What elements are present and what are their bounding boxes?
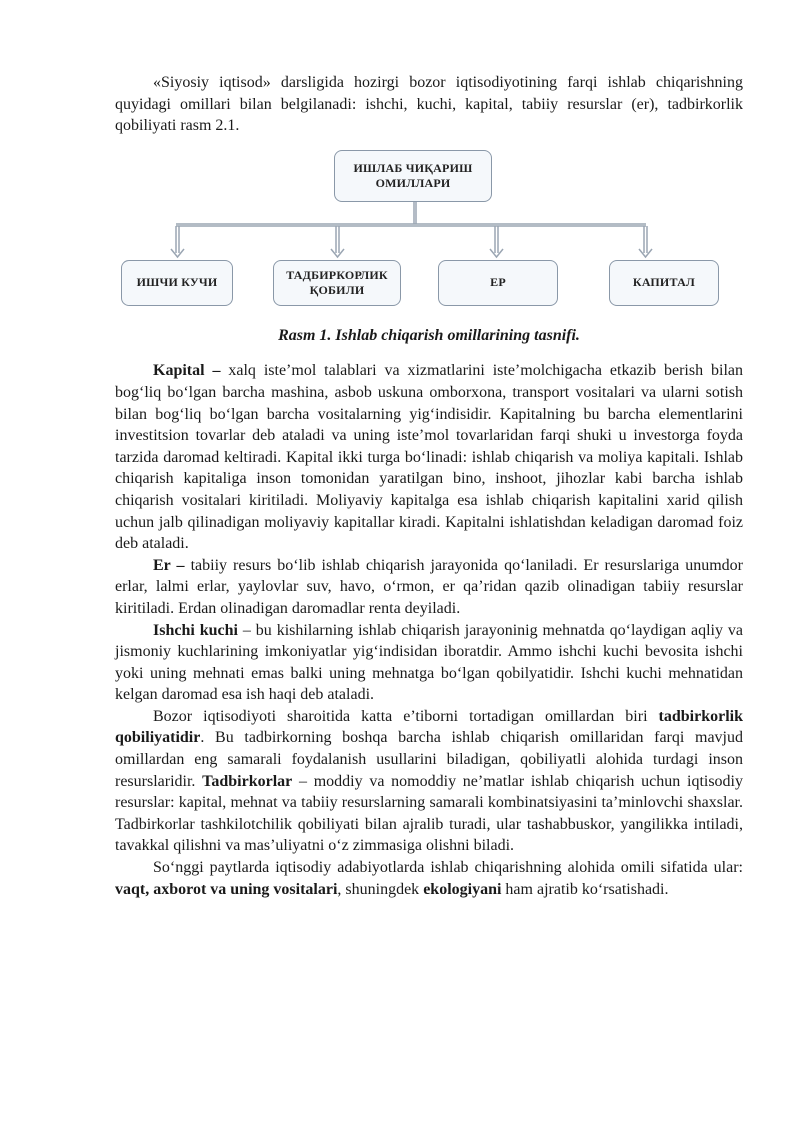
final-term2: ekologiyani <box>423 880 502 898</box>
ishchi-paragraph <box>115 620 743 706</box>
kapital-text: xalq iste’mol talablari va xizmatlarini iste’molchigacha etkazib berish bilan bog‘liq bo‘lgan barcha mashina, asbob uskuna omborxona, transport vositalari va ularni sotish bilan bog‘liq bo‘lgan barcha vositalarning yig‘indisidir. Kapitalning bu barcha elementlarini investitsion tovarlar deb ataladi va uning iste’mol tovarlaridan farqi shuki u investorga foyda tarzida daromad keltiradi. Kapital ikki turga bo‘linadi: ishlab chiqarish va moliya kapitali. Ishlab chiqarish kapitaliga inson tomonidan yaratilgan bino, inshoot, jihozlar kabi barcha ishlab chiqarish vositalari kiritiladi. Moliyaviy kapitalga esa ishlab chiqarish kapitalini xarid qilish uchun jalb qilinadigan moliyaviy kapitallar kiradi. Kapitalni ishlatishdan keladigan daromad foiz deb ataladi. <box>115 362 743 553</box>
final-term: vaqt, axborot va uning vositalari <box>115 880 338 898</box>
tadbirkorlik-post: – moddiy va nomoddiy ne’matlar ishlab chiqarish uchun iqtisodiy resurslar: kapital, mehnat va tabiiy resurslarning samarali kombinatsiyasini ta’minlovchi shaxslar. Tadbirkorlar tashkilotchilik qobiliyati bilan ajralib turadi, ular tashabbuskor, yangilikka intiladi, tavakkal qilishni va mas’uliyatni o‘z zimmasiga olishni biladi. <box>115 772 744 855</box>
final-post: ham ajratib ko‘rsatishadi. <box>501 880 669 898</box>
diagram-node-labor: ИШЧИ КУЧИ <box>121 260 233 306</box>
er-paragraph <box>115 555 743 620</box>
kapital-term: Kapital – <box>153 362 221 380</box>
ishchi-text: – bu kishilarning ishlab chiqarish jarayoninig mehnatda qo‘laydigan aqliy va jismoniy kuchlarining imkoniyatlar yig‘indisidan iboratdir. Ammo ishchi kuchi bevosita ishchi yoki uning mehnati emas balki uning mehnatga bo‘lgan qobilyatidir. Ishchi kuchi mehnatidan kelgan daromad esa ish haqi deb ataladi. <box>115 621 743 704</box>
kapital-paragraph <box>115 360 743 554</box>
intro-paragraph: «Siyosiy iqtisod» darsligida hozirgi bozor iqtisodiyotining farqi ishlab chiqarishning quyidagi omillari bilan belgilanadi: ishchi, kuchi, kapital, tabiiy resurslar (er), tadbirkorlik qobiliyati rasm 2.1. <box>115 74 743 135</box>
tadbirkorlar-term: Tadbirkorlar <box>202 772 293 790</box>
document-page <box>115 72 743 900</box>
diagram-root-box: ИШЛАБ ЧИҚАРИШ ОМИЛЛАРИ <box>334 150 492 202</box>
ishchi-term: Ishchi kuchi <box>153 621 238 639</box>
final-mid: , shuningdek <box>337 880 424 898</box>
tadbirkorlik-paragraph <box>115 706 743 857</box>
final-pre: So‘nggi paytlarda iqtisodiy adabiyotlarda ishlab chiqarishning alohida omili sifatida ular: <box>153 859 743 877</box>
tadbirkorlik-pre: Bozor iqtisodiyoti sharoitida katta e’tiborni tortadigan omillardan biri <box>153 707 659 725</box>
final-paragraph <box>115 857 743 900</box>
tadbirkorlik-mid: . Bu tadbirkorning boshqa barcha ishlab chiqarish omillaridan farqi mavjud omillardan eng samarali foydalanish usullarini biladigan, qobiliyatli alohida turdagi inson resurslaridir. <box>115 729 743 790</box>
er-term: Er – <box>153 556 185 574</box>
diagram-node-entrepreneurship: ТАДБИРКОРЛИК ҚОБИЛИ <box>273 260 401 306</box>
figure-caption: Rasm 1. Ishlab chiqarish omillarining tasnifi. <box>278 326 580 344</box>
diagram-node-land: ЕР <box>438 260 558 306</box>
er-text: tabiiy resurs bo‘lib ishlab chiqarish jarayonida qo‘laniladi. Er resurslariga unumdor erlar, lalmi erlar, yaylovlar suv, havo, o‘rmon, er qa’ridan qazib olinadigan tabiiy resurslar kiritiladi. Erdan olinadigan daromadlar renta deyiladi. <box>115 556 744 617</box>
factors-diagram <box>115 150 743 322</box>
diagram-node-capital: КАПИТАЛ <box>609 260 719 306</box>
tadbirkorlik-term: tadbirkorlik qobiliyatidir <box>115 707 743 747</box>
